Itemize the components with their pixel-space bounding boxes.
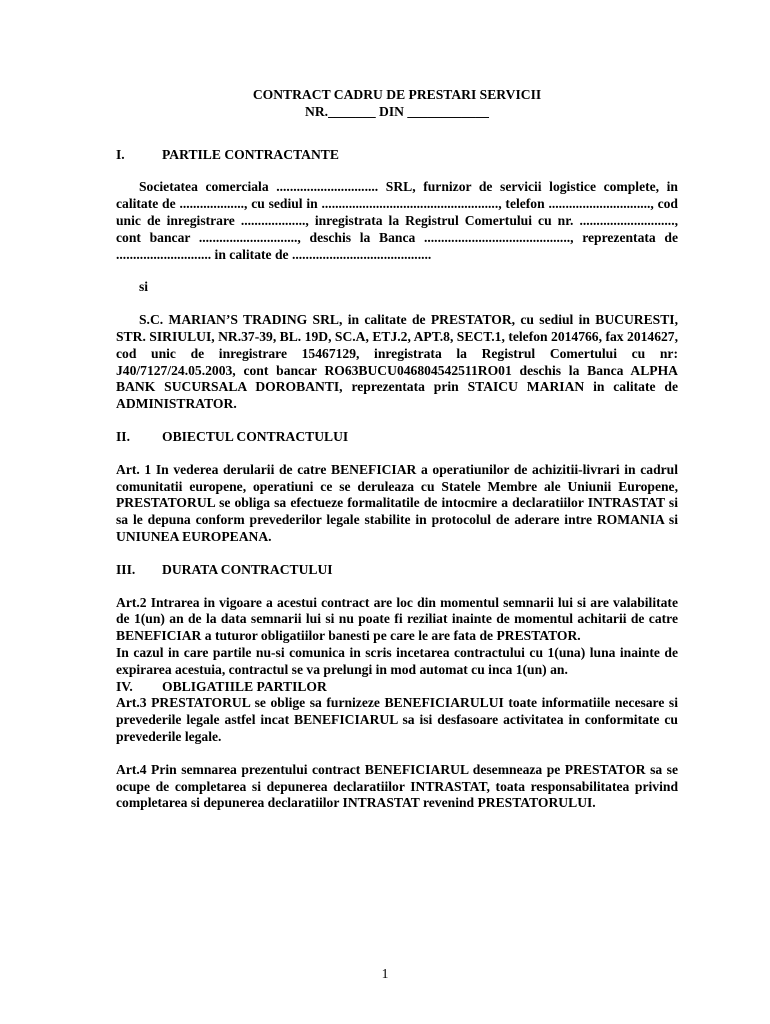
section-number: IV. [116, 678, 133, 694]
party-beneficiary-paragraph: Societatea comerciala .............................. SRL, furnizor de servicii logistice complete, in calitate de ..................., cu sediul in ...................................................., telefon .............................., cod unic de inregistrare ..................., inregistrata la Registrul Comertului cu nr. ............................, cont bancar ............................., deschis la Banca ..........................................., reprezentata de ............................ in calitate de ......................................... [116, 179, 678, 262]
section-heading-obligations [116, 679, 678, 696]
contract-title: CONTRACT CADRU DE PRESTARI SERVICII [252, 87, 542, 102]
party-provider-paragraph: S.C. MARIAN’S TRADING SRL, in calitate de PRESTATOR, cu sediul in BUCURESTI, STR. SIRIULUI, NR.37-39, BL. 19D, SC.A, ETJ.2, APT.8, SECT.1, telefon 2014766, fax 2014627, cod unic de inregistrare 15467129, inregistrata la Registrul Comertului cu nr: J40/7127/24.05.2003, cont bancar RO63BUCU046804542511RO01 deschis la Banca ALPHA BANK SUCURSALA DOROBANTI, reprezentata prin STAICU MARIAN in calitate de ADMINISTRATOR. [116, 312, 678, 412]
section-heading-duration [116, 562, 678, 579]
document-body [116, 87, 678, 812]
section-title: PARTILE CONTRACTANTE [162, 146, 339, 162]
contract-number-line: NR._______ DIN ____________ [305, 103, 489, 119]
article-3: Art.3 PRESTATORUL se oblige sa furnizeze BENEFICIARULUI toate informatiile necesare si prevederile legale astfel incat BENEFICIARUL sa isi desfasoare activitatea in conformitate cu prevederile legale. [116, 695, 678, 744]
section-heading-object [116, 429, 678, 446]
section-title: OBIECTUL CONTRACTULUI [162, 428, 349, 444]
article-2-continuation: In cazul in care partile nu-si comunica in scris incetarea contractului cu 1(una) luna inainte de expirarea acestuia, contractul se va prelungi in mod automat cu inca 1(un) an. [116, 644, 678, 677]
article-2: Art.2 Intrarea in vigoare a acestui contract are loc din momentul semnarii lui si are valabilitate de 1(un) an de la data semnarii lui si nu poate fi reziliat inainte de momentul achitarii de catre BENEFICIAR a tuturor obligatiilor banesti pe care le are fata de PRESTATOR. [116, 594, 678, 644]
page-number: 1 [381, 966, 389, 981]
section-title: OBLIGATIILE PARTILOR [162, 678, 327, 694]
section-number: I. [116, 146, 125, 162]
section-number: III. [116, 561, 136, 577]
section-number: II. [116, 428, 130, 444]
section-title: DURATA CONTRACTULUI [162, 561, 333, 577]
section-heading-parties [116, 147, 678, 164]
article-4: Art.4 Prin semnarea prezentului contract BENEFICIARUL desemneaza pe PRESTATOR sa se ocupe de completarea si depunerea declaratiilor INTRASTAT, toata responsabilitatea privind completarea si depunerea declaratiilor INTRASTAT revenind PRESTATORULUI. [116, 761, 678, 811]
conjunction-si: si [139, 279, 149, 295]
article-1: Art. 1 In vederea derularii de catre BENEFICIAR a operatiunilor de achizitii-livrari in cadrul comunitatii europene, operatiuni ce se deruleaza cu Statele Membre ale Uniunii Europene, PRESTATORUL se obliga sa efectueze formalitatile de intocmire a declaratiilor INTRASTAT si sa le depuna conform prevederilor legale stabilite in protocolul de aderare intre ROMANIA si UNIUNEA EUROPEANA. [116, 461, 678, 544]
